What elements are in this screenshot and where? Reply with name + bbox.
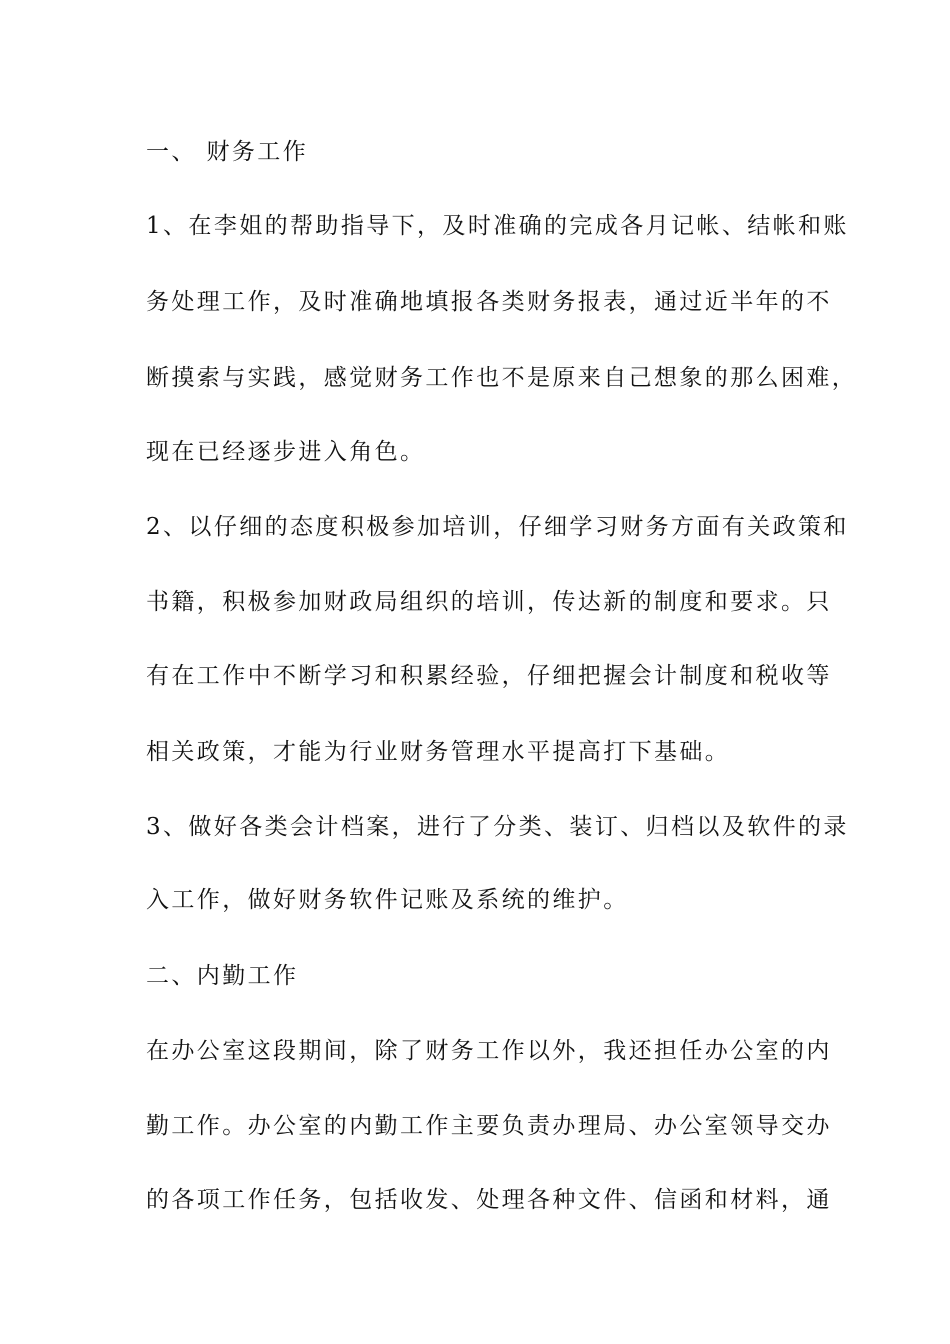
paragraph-line: 书籍，积极参加财政局组织的培训，传达新的制度和要求。只 <box>146 589 832 615</box>
paragraph-line: 现在已经逐步进入角色。 <box>146 439 426 465</box>
paragraph-line: 相关政策，才能为行业财务管理水平提高打下基础。 <box>146 739 731 765</box>
paragraph-line: 有在工作中不断学习和积累经验，仔细把握会计制度和税收等 <box>146 663 832 689</box>
paragraph-line: 务处理工作，及时准确地填报各类财务报表，通过近半年的不 <box>146 289 832 315</box>
paragraph-line: 3、做好各类会计档案，进行了分类、装订、归档以及软件的录 <box>146 814 849 840</box>
paragraph-line: 断摸索与实践，感觉财务工作也不是原来自己想象的那么困难， <box>146 365 858 391</box>
paragraph-line: 2、以仔细的态度积极参加培训，仔细学习财务方面有关政策和 <box>146 514 849 540</box>
section-heading-office: 二、内勤工作 <box>146 963 299 989</box>
paragraph-line: 在办公室这段期间，除了财务工作以外，我还担任办公室的内 <box>146 1038 832 1064</box>
section-heading-finance: 一、 财务工作 <box>146 139 309 165</box>
paragraph-line: 的各项工作任务，包括收发、处理各种文件、信函和材料，通 <box>146 1187 832 1213</box>
paragraph-line: 勤工作。办公室的内勤工作主要负责办理局、办公室领导交办 <box>146 1113 832 1139</box>
paragraph-line: 1、在李姐的帮助指导下，及时准确的完成各月记帐、结帐和账 <box>146 213 849 239</box>
paragraph-line: 入工作，做好财务软件记账及系统的维护。 <box>146 887 629 913</box>
